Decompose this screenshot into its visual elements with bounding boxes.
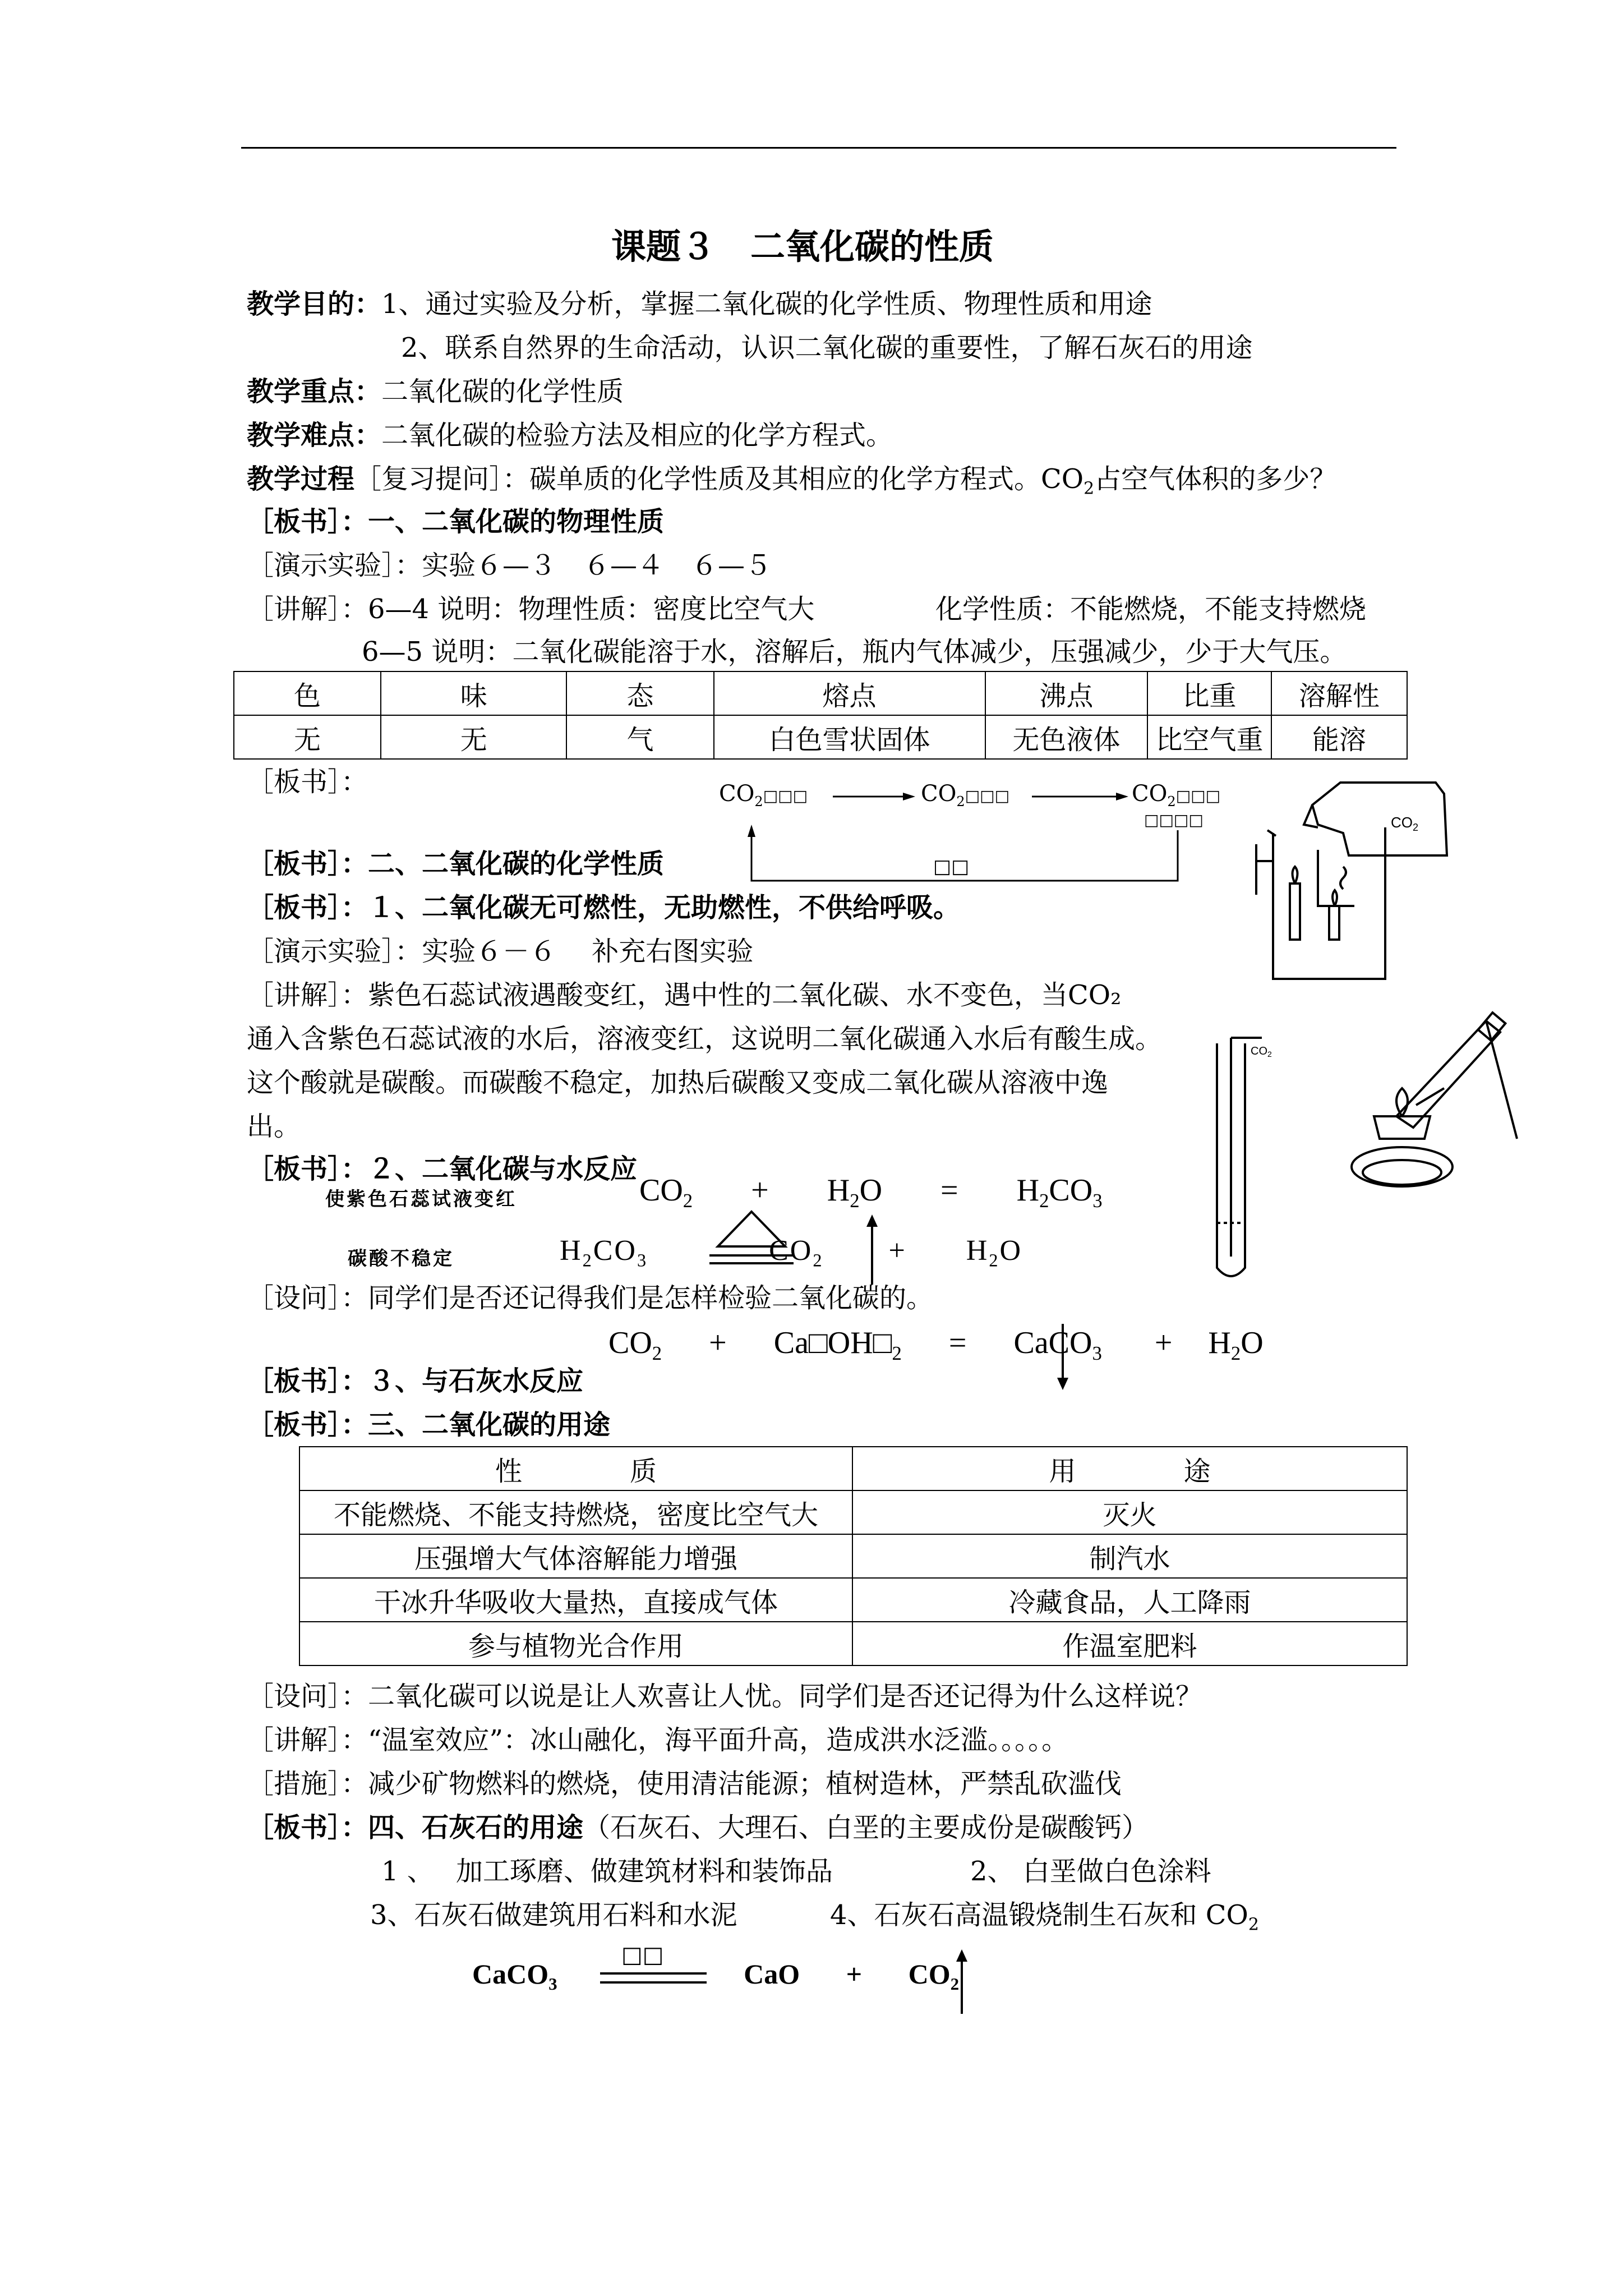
table-header-row — [234, 671, 1407, 715]
eq4-plus: + — [846, 1958, 863, 1990]
eq1-sub: 3 — [1092, 1190, 1103, 1212]
eq1-sub: 2 — [683, 1190, 693, 1212]
eq3-plus: + — [709, 1326, 727, 1360]
section-2-title: 二、二氧化碳的化学性质 — [368, 848, 665, 880]
equation-limewater — [608, 1325, 1264, 1365]
use-3: 3、石灰石做建筑用石料和水泥 — [370, 1899, 737, 1931]
table-cell: 气 — [566, 715, 713, 759]
use-4 — [830, 1897, 1259, 1943]
table-cell: 干冰升华吸收大量热，直接成气体 — [299, 1578, 852, 1622]
physical-properties-table — [233, 671, 1408, 760]
key-label: 教学重点： — [247, 376, 382, 407]
lecture-2-line-4: 出。 — [247, 1111, 301, 1142]
demo-2: ［演示实验］：实验６－６ 补充右图实验 — [247, 936, 754, 967]
table-header-cell: 性 质 — [299, 1447, 852, 1490]
section-1-tag: ［板书］： — [247, 506, 368, 537]
section-2-2-tag: ［板书］： — [247, 1153, 368, 1185]
section-1-heading — [247, 504, 664, 540]
gas-up-arrow-icon — [950, 1949, 970, 2017]
eq3-equals: = — [948, 1326, 967, 1360]
section-3-tag: ［板书］： — [247, 1409, 368, 1441]
heating-apparatus-icon — [1346, 1004, 1531, 1206]
eq4-sub: 2 — [950, 1974, 960, 1994]
eq3-term: Ca□OH□ — [773, 1326, 892, 1360]
eq1-plus: + — [751, 1173, 769, 1208]
eq2-term: H — [560, 1235, 583, 1267]
eq3-plus: + — [1154, 1326, 1173, 1360]
goals-text-1: 1、通过实验及分析，掌握二氧化碳的化学性质、物理性质和用途 — [381, 288, 1152, 320]
eq3-term: O — [1241, 1326, 1264, 1360]
process-label: 教学过程 — [247, 463, 355, 495]
eq1-sub: 2 — [850, 1190, 860, 1212]
diagram-boxes: □□□ — [965, 786, 1010, 805]
difficulty-label: 教学难点： — [247, 420, 382, 451]
eq4-sub: 3 — [548, 1974, 557, 1994]
section-2-2-heading — [247, 1151, 637, 1187]
section-2-2-title: ２、二氧化碳与水反应 — [368, 1153, 638, 1185]
table-header-cell: 溶解性 — [1271, 671, 1407, 715]
measures: ［措施］：减少矿物燃料的燃烧，使用清洁能源；植树造林，严禁乱砍滥伐 — [247, 1768, 1122, 1800]
section-2-3-heading — [247, 1363, 583, 1399]
table-header-row — [299, 1447, 1407, 1490]
eq2-term: CO — [769, 1235, 813, 1267]
lecture-1-b: 化学性质：不能燃烧，不能支持燃烧 — [935, 593, 1367, 625]
table-row — [299, 1622, 1407, 1665]
process-sub: 2 — [1083, 478, 1095, 499]
lecture-3: ［讲解］：“温室效应”：冰山融化，海平面升高，造成洪水泛滥。。。。。 — [247, 1724, 1069, 1756]
eq1-term: CO — [1049, 1173, 1093, 1208]
table-cell: 作温室肥料 — [852, 1622, 1407, 1665]
eq4-term: CaCO — [472, 1958, 549, 1990]
section-3-title: 三、二氧化碳的用途 — [368, 1409, 611, 1441]
process-text-2: 占空气体积的多少？ — [1094, 463, 1337, 495]
eq1-term: H — [1016, 1173, 1040, 1208]
eq2-sub: 2 — [989, 1250, 1000, 1271]
table-header-cell: 色 — [234, 671, 381, 715]
eq2-plus: + — [888, 1235, 907, 1267]
table-row — [299, 1534, 1407, 1578]
diagram-co2-sub: 2 — [754, 794, 763, 809]
eq3-sub: 3 — [1092, 1342, 1102, 1365]
precipitate-down-arrow-icon — [1054, 1324, 1071, 1391]
ask-2: ［设问］：二氧化碳可以说是让人欢喜让人忧。同学们是否还记得为什么这样说？ — [247, 1681, 1203, 1712]
table-header-cell: 味 — [381, 671, 566, 715]
diagram-boxes-2: □□□□ — [1144, 811, 1204, 829]
eq3-term: CaCO — [1013, 1326, 1092, 1360]
eq1-equals: = — [940, 1173, 958, 1208]
table-header-cell: 熔点 — [714, 671, 985, 715]
use-4-text: 4、石灰石高温锻烧制生石灰和 CO — [830, 1899, 1248, 1931]
board-blank: ［板书］： — [247, 766, 368, 798]
lecture-1-a: ［讲解］：6—4 说明：物理性质：密度比空气大 — [247, 593, 815, 625]
eq4-term: CaO — [744, 1958, 800, 1990]
section-4-tag: ［板书］： — [247, 1812, 368, 1843]
eq3-term: CO — [608, 1326, 652, 1360]
table-cell: 参与植物光合作用 — [299, 1622, 852, 1665]
goals-label: 教学目的： — [247, 288, 382, 320]
eq1-note: 使紫色石蕊试液变红 — [325, 1188, 517, 1211]
co2-pouring-apparatus-icon — [1251, 771, 1475, 990]
eq3-term: H — [1208, 1326, 1231, 1360]
table-header-cell: 沸点 — [985, 671, 1148, 715]
table-cell: 无色液体 — [985, 715, 1148, 759]
table-cell: 无 — [234, 715, 381, 759]
eq1-term: O — [859, 1173, 883, 1208]
section-4-note: （石灰石、大理石、白垩的主要成份是碳酸钙） — [583, 1812, 1149, 1843]
diagram-co2-text: CO — [719, 781, 755, 807]
lecture-2-line-3: 这个酸就是碳酸。而碳酸不稳定，加热后碳酸又变成二氧化碳从溶液中逸 — [247, 1067, 1109, 1098]
table-cell: 压强增大气体溶解能力增强 — [299, 1534, 852, 1578]
section-1-title: 一、二氧化碳的物理性质 — [368, 506, 665, 537]
table-cell: 不能燃烧、不能支持燃烧，密度比空气大 — [299, 1490, 852, 1534]
diagram-back-label: □□ — [933, 855, 970, 878]
section-3-heading — [247, 1407, 610, 1443]
difficulty-text: 二氧化碳的检验方法及相应的化学方程式。 — [381, 420, 893, 451]
difficulty — [247, 417, 893, 453]
gas-up-arrow-icon — [864, 1214, 880, 1287]
table-cell: 灭火 — [852, 1490, 1407, 1534]
heat-triangle-icon — [707, 1206, 796, 1268]
page-title: 课题３ 二氧化碳的性质 — [611, 226, 994, 267]
table-row — [299, 1490, 1407, 1534]
eq2-term: O — [999, 1235, 1023, 1267]
table-cell: 制汽水 — [852, 1534, 1407, 1578]
diagram-co2-text: CO — [1132, 781, 1168, 807]
section-2-1-tag: ［板书］： — [247, 892, 368, 923]
diagram-boxes: □□□ — [763, 786, 808, 805]
header-rule — [241, 147, 1396, 149]
section-2-heading — [247, 846, 664, 882]
section-4-heading — [247, 1810, 1149, 1846]
eq2-sub: 3 — [637, 1250, 648, 1271]
lecture-1-line-2: 6—5 说明：二氧化碳能溶于水，溶解后，瓶内气体减少，压强减少，少于大气压。 — [362, 636, 1347, 668]
eq3-sub: 2 — [652, 1342, 662, 1365]
key-point — [247, 374, 624, 409]
eq2-sub: 2 — [813, 1250, 824, 1271]
bottle-label: $CO_2$ — [1391, 814, 1419, 833]
table-cell: 冷藏食品，人工降雨 — [852, 1578, 1407, 1622]
section-2-tag: ［板书］： — [247, 848, 368, 880]
use-1: 1 、 加工琢磨、做建筑材料和装饰品 — [381, 1856, 833, 1887]
eq1-term: H — [827, 1173, 850, 1208]
eq1-term: CO — [639, 1173, 683, 1208]
section-2-1-heading — [247, 890, 960, 926]
eq2-note: 碳酸不稳定 — [348, 1248, 454, 1270]
diagram-co2-sub: 2 — [956, 794, 965, 809]
lecture-2-line-2: 通入含紫色石蕊试液的水后，溶液变红，这说明二氧化碳通入水后有酸生成。 — [247, 1023, 1163, 1055]
goals-line-1 — [247, 286, 1152, 322]
table-row — [299, 1578, 1407, 1622]
section-2-1-title: １、二氧化碳无可燃性，无助燃性，不供给呼吸。 — [368, 892, 961, 923]
section-2-3-title: ３、与石灰水反应 — [368, 1365, 584, 1397]
eq2-sub: 2 — [582, 1250, 593, 1271]
lecture-2-line-1: ［讲解］：紫色石蕊试液遇酸变红，遇中性的二氧化碳、水不变色，当CO₂ — [247, 979, 1122, 1011]
diagram-co2-text: CO — [921, 781, 957, 807]
table-cell: 无 — [381, 715, 566, 759]
eq3-sub: 2 — [892, 1342, 902, 1365]
state-change-arrows — [712, 774, 1251, 909]
eq3-sub: 2 — [1230, 1342, 1241, 1365]
eq4-term: CO — [908, 1958, 951, 1990]
process-text: ［复习提问］：碳单质的化学性质及其相应的化学方程式。CO — [354, 463, 1084, 495]
equation-calcination — [472, 1958, 959, 1994]
table-header-cell: 比重 — [1147, 671, 1271, 715]
tube-label: $CO_2$ — [1251, 1045, 1272, 1059]
diagram-co2-sub: 2 — [1167, 794, 1176, 809]
ask-1: ［设问］：同学们是否还记得我们是怎样检验二氧化碳的。 — [247, 1282, 934, 1314]
use-4-sub: 2 — [1248, 1915, 1259, 1935]
demo-1: ［演示实验］：实验６—３ ６—４ ６—５ — [247, 550, 772, 581]
test-tube-icon — [1206, 1021, 1272, 1290]
table-cell: 白色雪状固体 — [714, 715, 985, 759]
use-2: 2、 白垩做白色涂料 — [970, 1856, 1211, 1887]
section-2-3-tag: ［板书］： — [247, 1365, 368, 1397]
eq2-term: H — [966, 1235, 989, 1267]
table-cell: 能溶 — [1271, 715, 1407, 759]
table-header-cell: 态 — [566, 671, 713, 715]
section-4-title: 四、石灰石的用途 — [368, 1812, 584, 1843]
eq4-condition: □□ — [621, 1942, 664, 1968]
table-header-cell: 用 途 — [852, 1447, 1407, 1490]
co2-uses-table — [299, 1446, 1408, 1666]
table-row — [234, 715, 1407, 759]
key-text: 二氧化碳的化学性质 — [381, 376, 624, 407]
eq2-term: CO — [593, 1235, 637, 1267]
eq1-sub: 2 — [1039, 1190, 1049, 1212]
table-cell: 比空气重 — [1147, 715, 1271, 759]
diagram-boxes: □□□ — [1175, 786, 1221, 805]
lecture-1 — [247, 591, 814, 627]
goals-line-2: 2、联系自然界的生命活动，认识二氧化碳的重要性，了解石灰石的用途 — [401, 332, 1253, 364]
process — [247, 461, 1336, 507]
